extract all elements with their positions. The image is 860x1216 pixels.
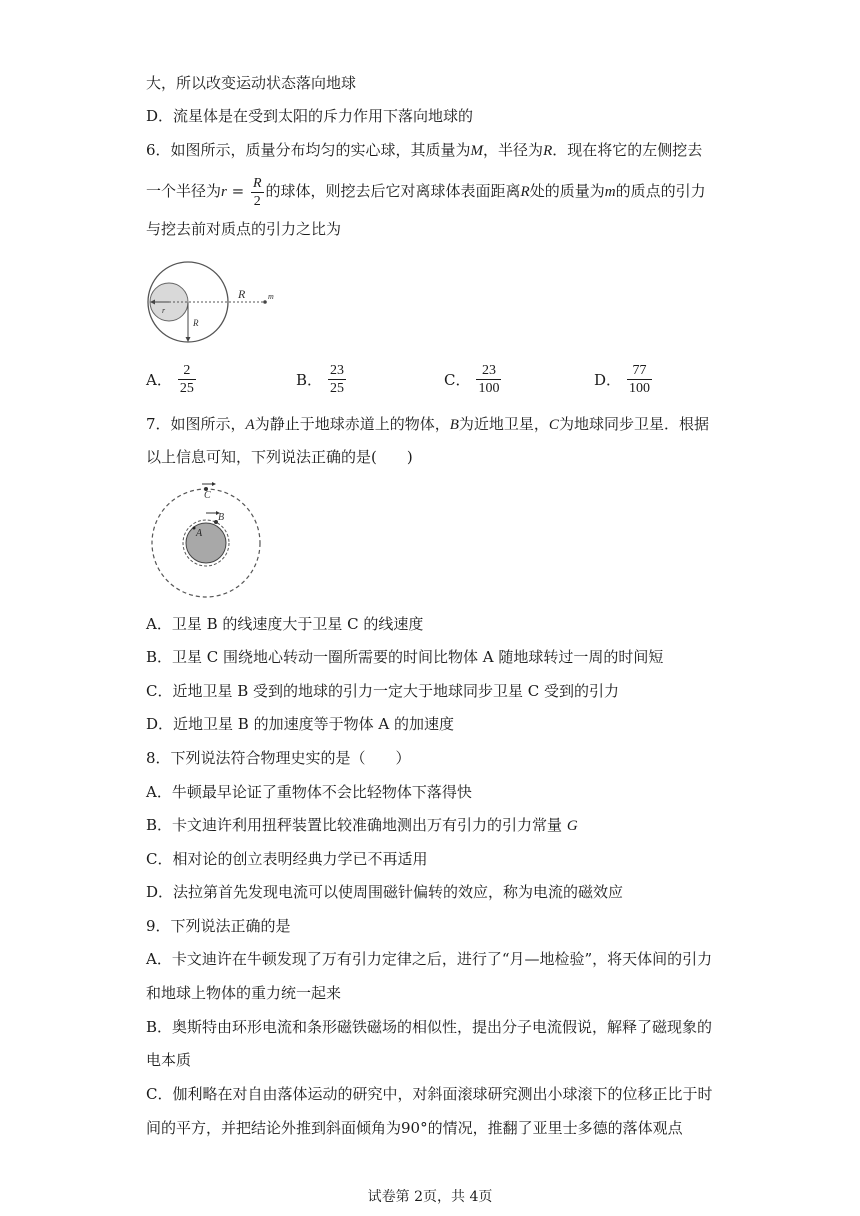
question-6-stem-2: 一个半径为r = $\frac{R}{2}$ 的球体，则挖去后它对离球体表面距离R处的质量为m的质点的引力	[146, 175, 706, 209]
q6-option-d: D． $\frac{77}{100}$	[594, 363, 651, 396]
point-mass	[263, 300, 267, 304]
question-7-stem: 7．如图所示，A为静止于地球赤道上的物体，B为近地卫星，C为地球同步卫星．根据	[146, 415, 709, 433]
q8-option-c: C．相对论的创立表明经典力学已不再适用	[146, 850, 428, 868]
label-c: C	[204, 490, 211, 501]
question-6-stem-3: 与挖去前对质点的引力之比为	[146, 220, 342, 238]
q7-option-a: A．卫星 B 的线速度大于卫星 C 的线速度	[146, 615, 424, 633]
question-9-stem: 9．下列说法正确的是	[146, 917, 291, 935]
label-R-vertical: R	[193, 318, 199, 328]
figure-satellite-orbits	[146, 478, 266, 598]
q8-option-a: A．牛顿最早论证了重物体不会比轻物体下落得快	[146, 783, 472, 801]
label-b: B	[218, 512, 225, 523]
q6-option-b: B． $\frac{23}{25}$	[296, 363, 345, 396]
q9-option-c-line1: C．伽利略在对自由落体运动的研究中，对斜面滚球研究测出小球滚下的位移正比于时	[146, 1085, 713, 1103]
q8-option-b: B．卡文迪许利用扭秤装置比较准确地测出万有引力的引力常量 G	[146, 816, 578, 834]
question-6-stem: 6．如图所示，质量分布均匀的实心球，其质量为M，半径为R．现在将它的左侧挖去	[146, 141, 703, 159]
question-7-stem-2: 以上信息可知，下列说法正确的是( )	[146, 448, 413, 466]
earth	[186, 523, 226, 563]
q6-option-a: A． $\frac{2}{25}$	[146, 363, 194, 396]
q6-option-c: C． $\frac{23}{100}$	[444, 363, 500, 396]
text-line: 大，所以改变运动状态落向地球	[146, 74, 357, 92]
q9-option-b-line1: B．奥斯特由环形电流和条形磁铁磁场的相似性，提出分子电流假说，解释了磁现象的	[146, 1018, 713, 1036]
page-footer: 试卷第 2页，共 4页	[367, 1189, 493, 1205]
q9-option-a-line1: A．卡文迪许在牛顿发现了万有引力定律之后，进行了“月—地检验”，将天体间的引力	[146, 950, 713, 968]
label-m: m	[268, 292, 274, 301]
q9-option-b-line2: 电本质	[146, 1051, 192, 1069]
fraction-r-over-2: $\frac{R}{2}$	[252, 175, 262, 209]
label-a: A	[196, 528, 203, 539]
q8-option-d: D．法拉第首先发现电流可以使周围磁针偏转的效应，称为电流的磁效应	[146, 883, 624, 901]
arrowhead-R	[186, 337, 191, 342]
q9-option-c-line2: 间的平方，并把结论外推到斜面倾角为90°的情况，推翻了亚里士多德的落体观点	[146, 1119, 683, 1137]
arrowhead-c	[212, 482, 216, 486]
question-8-stem: 8．下列说法符合物理史实的是（ ）	[146, 749, 411, 767]
q7-option-b: B．卫星 C 围绕地心转动一圈所需要的时间比物体 A 随地球转过一周的时间短	[146, 648, 664, 666]
q9-option-a-line2: 和地球上物体的重力统一起来	[146, 984, 342, 1002]
q7-option-c: C．近地卫星 B 受到的地球的引力一定大于地球同步卫星 C 受到的引力	[146, 682, 620, 700]
q7-option-d: D．近地卫星 B 的加速度等于物体 A 的加速度	[146, 715, 454, 733]
figure-hollow-sphere	[140, 258, 280, 348]
label-r: r	[162, 306, 166, 315]
label-R: R	[238, 287, 246, 301]
option-d-previous: D．流星体是在受到太阳的斥力作用下落向地球的	[146, 107, 474, 125]
